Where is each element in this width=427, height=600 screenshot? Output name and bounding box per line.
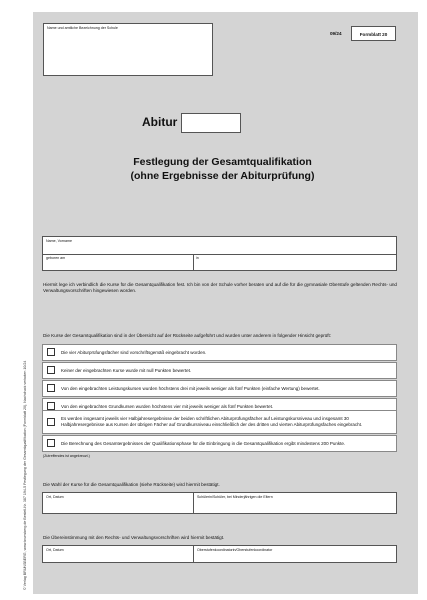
person-box: [42, 236, 397, 271]
checks-note: (Zutreffendes ist angekreuzt.): [43, 454, 90, 458]
check-row: [42, 435, 397, 452]
page-title: [60, 155, 385, 183]
title-line-2: (ohne Ergebnisse der Abiturprüfung): [130, 170, 315, 183]
checkbox[interactable]: [47, 384, 55, 392]
coordinator-place-date-label: Ort, Datum: [46, 548, 64, 552]
school-name-field[interactable]: [43, 23, 213, 76]
check-row: [42, 410, 397, 434]
check-row: [42, 380, 397, 397]
form-sheet-badge: [351, 26, 396, 41]
student-signature-field[interactable]: [194, 493, 396, 513]
check-text: Die vier Abiturprüfungsfächer sind vorschriftsgemäß eingebracht worden.: [61, 349, 207, 355]
coordinator-signature-box: [42, 545, 397, 563]
check-text: Die Berechnung des Gesamtergebnisses der Qualifikationsphase für die Einbringung in die Gesamtqualifikation ergibt mindestens 200 Punkte.: [61, 440, 346, 446]
form-sheet-label: Formblatt 20: [359, 32, 388, 37]
name-field[interactable]: [43, 237, 396, 255]
checkbox[interactable]: [47, 402, 55, 410]
form-code: 09/24: [330, 31, 342, 36]
check-row: [42, 344, 397, 361]
birth-place-label: in: [196, 256, 199, 260]
publisher-imprint: [18, 360, 28, 590]
title-line-1: Festlegung der Gesamtqualifikation: [133, 156, 312, 168]
rules-confirm-text: Die Übereinstimmung mit den Rechts- und Verwaltungsvorschriften wird hiermit bestätigt.: [43, 535, 225, 540]
school-name-label: Name und amtliche Bezeichnung der Schule: [47, 26, 118, 30]
checkbox[interactable]: [47, 348, 55, 356]
check-text: Es werden insgesamt jeweils vier Halbjahresergebnisse der beiden schriftlichen Abiturprüfungsfächer auf Leistungskursniveau und insgesamt 30 Halbjahresergebnisse aus Kursen der übrigen Fächer auf Grundkursniveau einschließlich der des dritten und vierten Abiturprüfungsfaches eingebracht.: [61, 416, 363, 427]
check-text: Von den eingebrachten Leistungskursen wurden höchstens drei mit jeweils weniger als fünf Punkten (einfache Wertung) bewertet.: [61, 385, 320, 391]
born-label: geboren am: [46, 256, 66, 260]
birth-date-field[interactable]: [43, 254, 194, 271]
checkbox[interactable]: [47, 439, 55, 447]
check-row: [42, 362, 397, 379]
student-confirm-text: Die Wahl der Kurse für die Gesamtqualifikation (siehe Rückseite) wird hiermit bestätigt.: [43, 482, 220, 487]
publisher-text: © Verlag BRUNSBERG, www.brunsberg.de Bestell-Nr. 387 194-5 Festlegung der Gesamtqualifikation (Formblatt 20), Nachdruck verboten 10/24: [23, 360, 27, 590]
coordinator-signature-label: Oberstufenkoordinatorin/Oberstufenkoordinator: [197, 548, 273, 552]
abitur-label: Abitur: [142, 115, 178, 129]
checkbox[interactable]: [47, 366, 55, 374]
student-signature-box: [42, 492, 397, 514]
coordinator-signature-field[interactable]: [194, 546, 396, 562]
name-label: Name, Vorname: [46, 239, 72, 243]
student-place-date-label: Ort, Datum: [46, 495, 64, 499]
check-text: Von den eingebrachten Grundkursen wurden höchstens vier mit jeweils weniger als fünf Punkten bewertet.: [61, 403, 274, 409]
check-intro: Die Kurse der Gesamtqualifikation sind in der Übersicht auf der Rückseite aufgeführt und wurden unter anderem in folgender Hinsicht geprüft:: [43, 333, 332, 338]
birth-place-field[interactable]: [194, 254, 396, 271]
abitur-year-field[interactable]: [181, 113, 241, 133]
coordinator-place-date-field[interactable]: [43, 546, 194, 562]
student-signature-label: Schülerin/Schüler, bei Minderjährigen die Eltern: [197, 495, 273, 499]
check-text: Keiner der eingebrachten Kurse wurde mit null Punkten bewertet.: [61, 367, 192, 373]
checkbox[interactable]: [47, 418, 55, 426]
student-place-date-field[interactable]: [43, 493, 194, 513]
declaration-text: Hiermit lege ich verbindlich die Kurse für die Gesamtqualifikation fest. Ich bin von der Schule vorher beraten und auf die für die gymnasiale Oberstufe geltenden Rechts- und Verwaltungsvorschriften hingewiesen worden.: [43, 282, 397, 294]
